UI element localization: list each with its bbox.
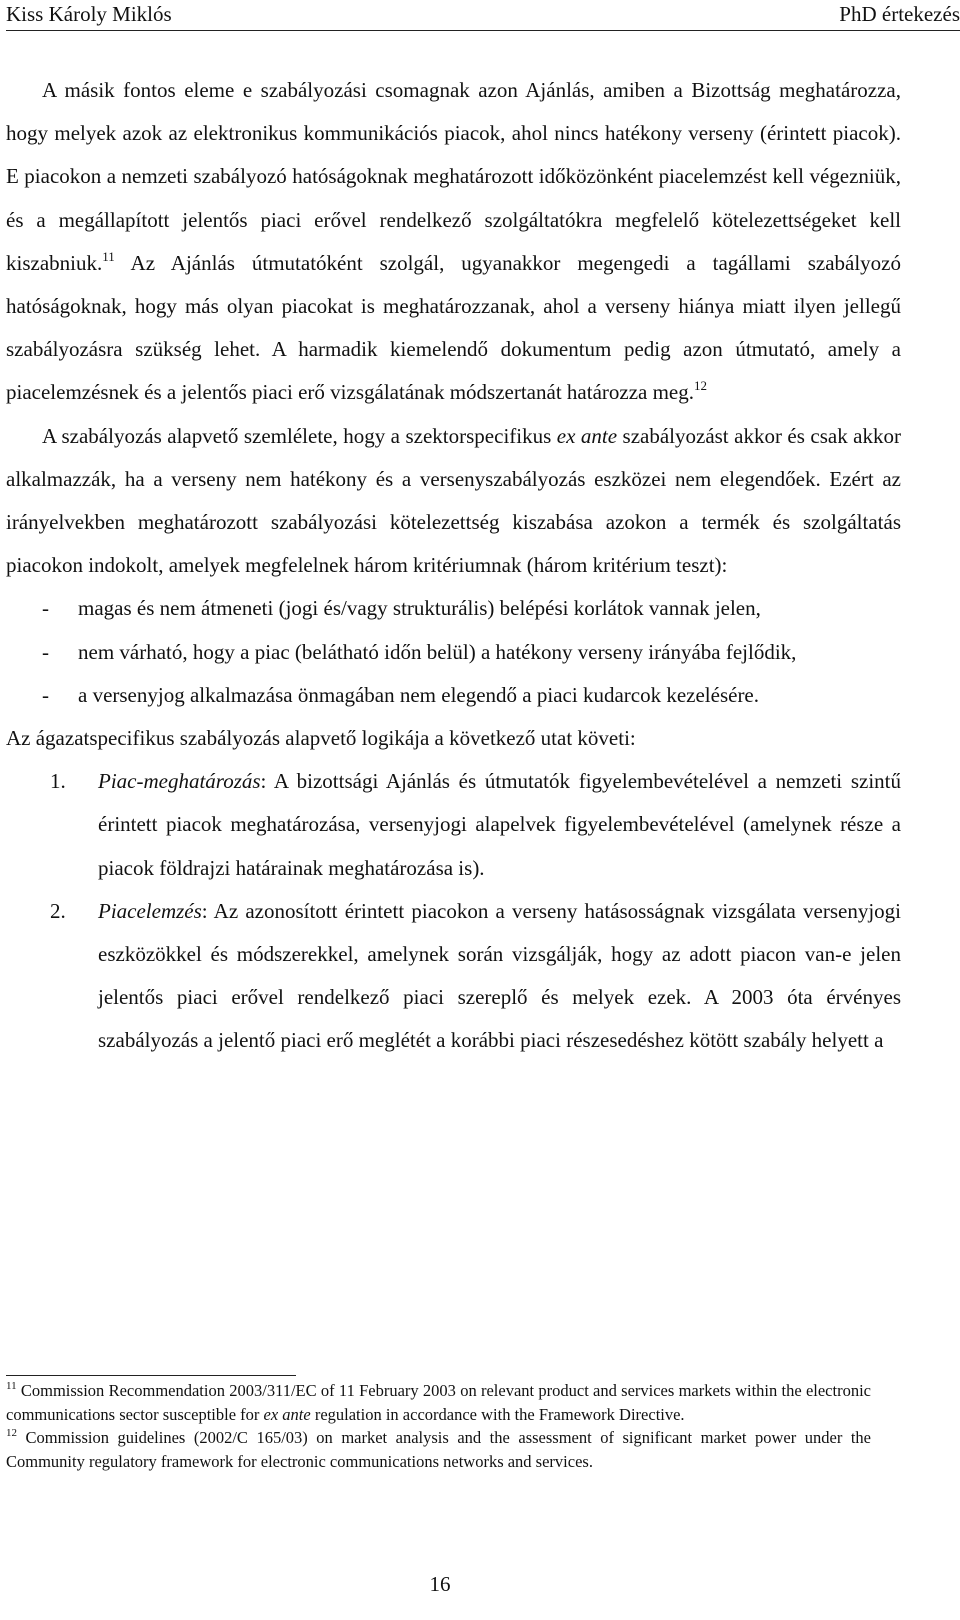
footnote-number: 12 — [6, 1427, 17, 1439]
footnote-number: 11 — [6, 1380, 17, 1392]
footnote-text: Commission Recommendation 2003/311/EC of 11 February 2003 on relevant product and services markets within the electronic communications sector susceptible for — [6, 1381, 871, 1424]
list-item-text: a versenyjog alkalmazása önmagában nem elegendő a piaci kudarcok kezelésére. — [78, 682, 760, 707]
list-marker: - — [42, 682, 49, 707]
paragraph-logic: Az ágazatspecifikus szabályozás alapvető logikája a következő utat követi: — [6, 726, 636, 751]
main-text — [6, 69, 901, 1063]
list-marker: 1. — [50, 769, 66, 794]
step-title: Piac-meghatározás — [98, 769, 261, 794]
italic-term: ex ante — [263, 1404, 311, 1424]
list-item — [6, 760, 901, 890]
footnote-12 — [6, 1426, 871, 1473]
header-author: Kiss Károly Miklós — [6, 2, 172, 26]
list-marker: - — [42, 596, 49, 621]
running-header — [6, 2, 960, 29]
paragraph-text: A másik fontos eleme e szabályozási csomagnak azon Ajánlás, amiben a Bizottság meghatározza, hogy melyek azok az elektronikus kommunikációs piacok, ahol nincs hatékony verseny (érintett piacok). E piacokon a nemzeti szabályozó hatóságoknak meghatározott időközönként piacelemzést kell végezniük, és a megállapított jelentős piaci erővel rendelkező szolgáltatókra megfelelő kötelezettségeket kell kiszabniuk. — [6, 78, 901, 275]
footnote-ref-12[interactable]: 12 — [694, 378, 707, 394]
paragraph-text: A szabályozás alapvető szemlélete, hogy a szektorspecifikus — [42, 423, 557, 448]
paragraph-approach — [6, 415, 901, 588]
italic-term: ex ante — [556, 423, 618, 448]
list-item-text: : A bizottsági Ajánlás és útmutatók figyelembevételével a nemzeti szintű érintett piacok meghatározása, versenyjogi alapelvek figyelembevételével (amelynek része a piacok földrajzi határainak meghatározása is). — [98, 769, 901, 880]
footnote-text: Commission guidelines (2002/C 165/03) on market analysis and the assessment of significant market power under the Community regulatory framework for electronic communications networks and services. — [6, 1428, 872, 1471]
paragraph-recommendation — [6, 69, 901, 415]
list-item-text: magas és nem átmeneti (jogi és/vagy strukturális) belépési korlátok vannak jelen, — [78, 596, 761, 621]
list-marker: 2. — [50, 898, 66, 923]
footnote-text: regulation in accordance with the Framework Directive. — [310, 1404, 685, 1424]
footnote-11 — [6, 1379, 871, 1426]
paragraph-text: Az Ajánlás útmutatóként szolgál, ugyanakkor megengedi a tagállami szabályozó hatóságoknak, hogy más olyan piacokat is meghatározzanak, ahol a verseny hiánya miatt ilyen jellegű szabályozásra szükség lehet. A harmadik kiemelendő dokumentum pedig azon útmutató, amely a piacelemzésnek és a jelentős piaci erő vizsgálatának módszertanát határozza meg. — [6, 250, 901, 405]
page-number: 16 — [429, 1572, 451, 1596]
list-item-text: : Az azonosított érintett piacokon a verseny hatásosságnak vizsgálata versenyjogi eszközökkel és módszerekkel, amelynek során vizsgálják, hogy az adott piacon van-e jelen jelentős piaci erővel rendelkező piaci szereplő és melyek ezek. A 2003 óta érvényes szabályozás a jelentő piaci erő meglétét a korábbi piaci részesedéshez kötött szabály helyett a — [98, 898, 901, 1053]
list-item — [6, 631, 901, 674]
footnotes — [6, 1379, 871, 1473]
list-item-text: nem várható, hogy a piac (belátható időn belül) a hatékony verseny irányába fejlődik, — [78, 639, 797, 664]
steps-list — [6, 760, 901, 1062]
list-item — [6, 674, 901, 717]
list-item — [6, 890, 901, 1063]
criteria-list — [6, 587, 901, 717]
list-item — [6, 587, 901, 630]
step-title: Piacelemzés — [98, 898, 202, 923]
list-marker: - — [42, 639, 49, 664]
footnote-ref-11[interactable]: 11 — [102, 248, 115, 264]
paragraph-text: szabályozást akkor és csak akkor alkalmazzák, ha a verseny nem hatékony és a versenyszabályozás eszközei nem elegendőek. Ezért az irányelvekben meghatározott szabályozási kötelezettség kiszabása azokon a termék és szolgáltatás piacokon indokolt, amelyek megfelelnek három kritériumnak (három kritérium teszt): — [6, 423, 901, 578]
footnote-divider — [6, 1375, 296, 1376]
header-divider — [6, 30, 960, 31]
header-doc-type: PhD értekezés — [839, 2, 960, 26]
